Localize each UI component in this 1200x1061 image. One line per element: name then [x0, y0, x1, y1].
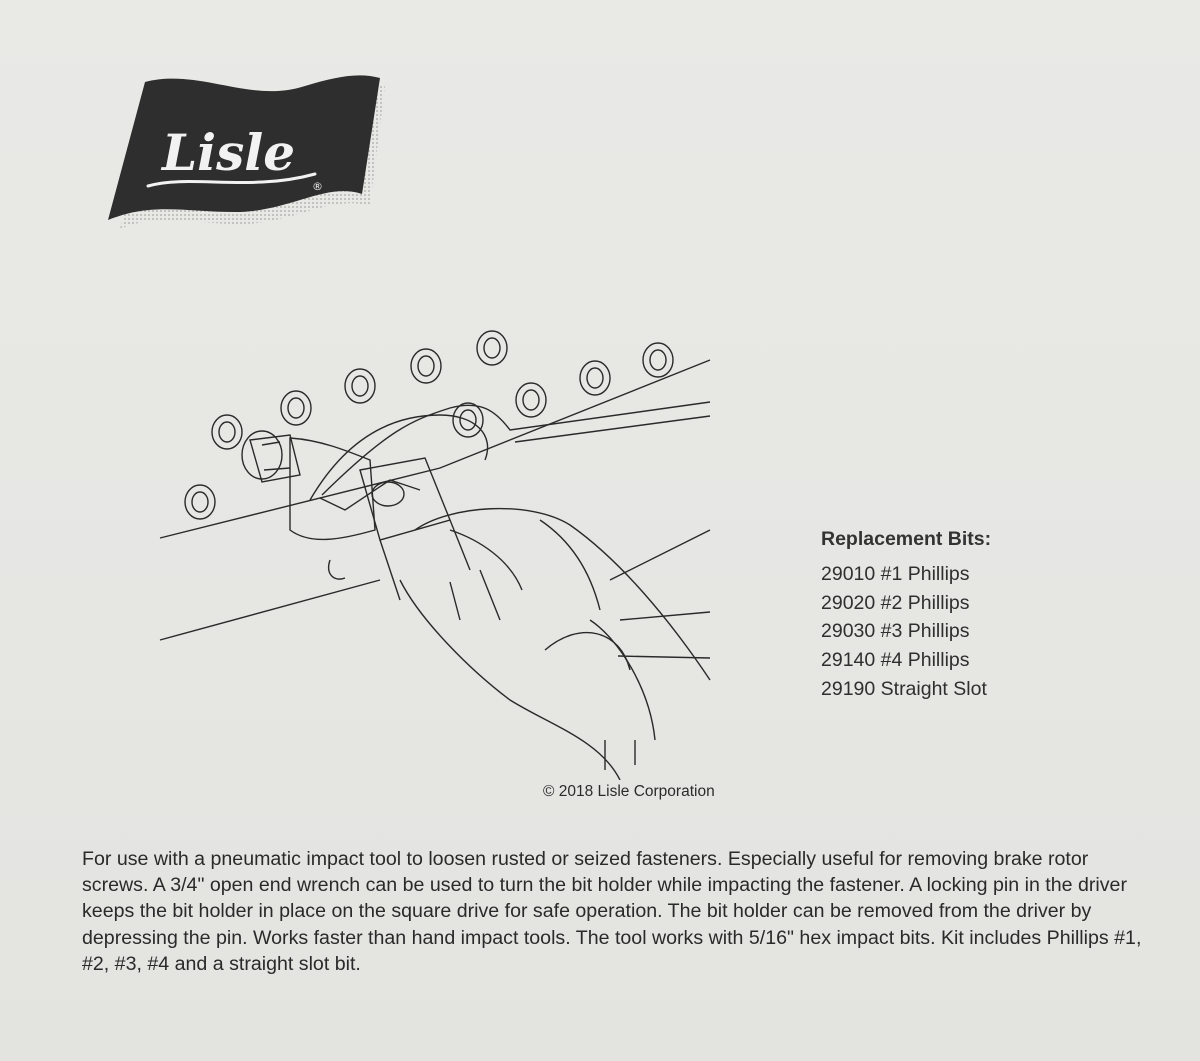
replacement-bits-list: [821, 560, 1161, 704]
replacement-bits-panel: [821, 527, 1161, 704]
impact-tool: [400, 509, 710, 780]
logo-text: Lisle: [162, 123, 296, 182]
list-item: 29010 #1 Phillips: [821, 563, 970, 585]
list-item: 29190 Straight Slot: [821, 677, 987, 700]
list-item: 29140 #4 Phillips: [821, 649, 970, 672]
product-description: For use with a pneumatic impact tool to loosen rusted or seized fasteners. Especially useful for removing brake rotor screws. A 3/4" open end wrench can be used to turn the bit holder while impacting the fastener. A locking pin in the driver keeps the bit holder in place on the square drive for safe operation. The bit holder can be removed from the driver by depressing the pin. Works faster than hand impact tools. The tool works with 5/16" hex impact bits. Kit includes Phillips #1, #2, #3, #4 and a straight slot bit.: [82, 848, 1142, 975]
list-item: 29030 #3 Phillips: [821, 620, 970, 643]
lisle-logo: [100, 74, 390, 244]
copyright-notice: © 2018 Lisle Corporation: [543, 783, 715, 800]
registered-mark: ®: [312, 180, 323, 193]
bit-holder: [242, 431, 470, 600]
tool-illustration: [150, 320, 730, 780]
list-item: 29020 #2 Phillips: [821, 591, 970, 614]
rotor-screw-holes: [185, 331, 673, 519]
open-end-wrench: [310, 402, 710, 510]
replacement-bits-title: Replacement Bits:: [821, 528, 992, 550]
